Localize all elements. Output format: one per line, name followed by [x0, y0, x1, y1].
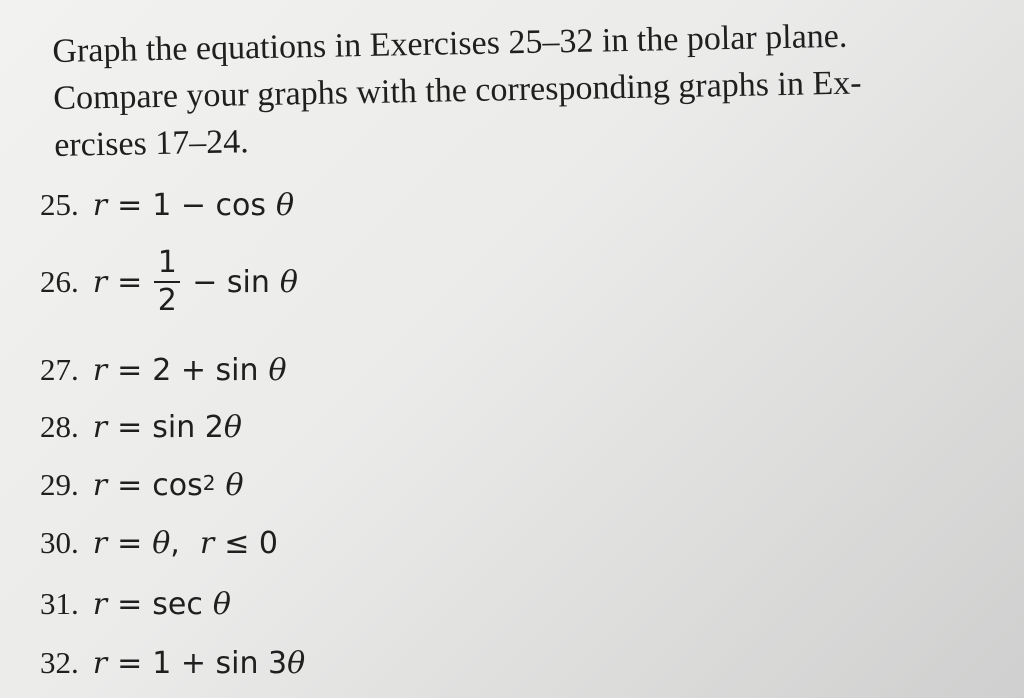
exercise-number: 27. [40, 352, 79, 387]
equation: r = sec θ [92, 586, 231, 622]
equation: r = 1 + sin 3 θ [92, 645, 306, 681]
exercise-number: 30. [40, 525, 79, 560]
exercise-32 [40, 645, 305, 681]
equation: r = 2 + sin θ [92, 352, 287, 388]
equation: r = $\frac{1}{2}$ − sin θ [92, 245, 298, 318]
exercise-27 [40, 352, 287, 388]
exercise-number: 29. [40, 467, 79, 502]
instructions-paragraph [52, 10, 1015, 169]
exercise-number: 31. [40, 586, 79, 621]
exercise-29 [40, 467, 244, 503]
equation: r = cos $^2$ θ [92, 467, 244, 503]
equation: r = sin 2 θ [92, 409, 242, 445]
instructions-line-3: ercises 17–24. [53, 123, 250, 164]
fraction: $\frac{1}{2}$ [154, 248, 180, 316]
equation: r = 1 − cos θ [92, 187, 295, 223]
equation: r = θ , r ≤ 0 [92, 525, 278, 561]
exercise-25 [40, 187, 294, 223]
exercise-number: 28. [40, 409, 79, 444]
exercise-number: 26. [40, 264, 79, 299]
exercise-30 [40, 525, 278, 561]
exercise-number: 25. [40, 187, 79, 222]
instructions-line-2: Compare your graphs with the corresponding graphs in Ex- [52, 64, 862, 117]
exercise-number: 32. [40, 645, 79, 680]
exercise-28 [40, 409, 242, 445]
exercise-31 [40, 586, 231, 622]
exercise-26 [40, 245, 298, 318]
instructions-line-1: Graph the equations in Exercises 25–32 in the polar plane. [52, 17, 848, 70]
